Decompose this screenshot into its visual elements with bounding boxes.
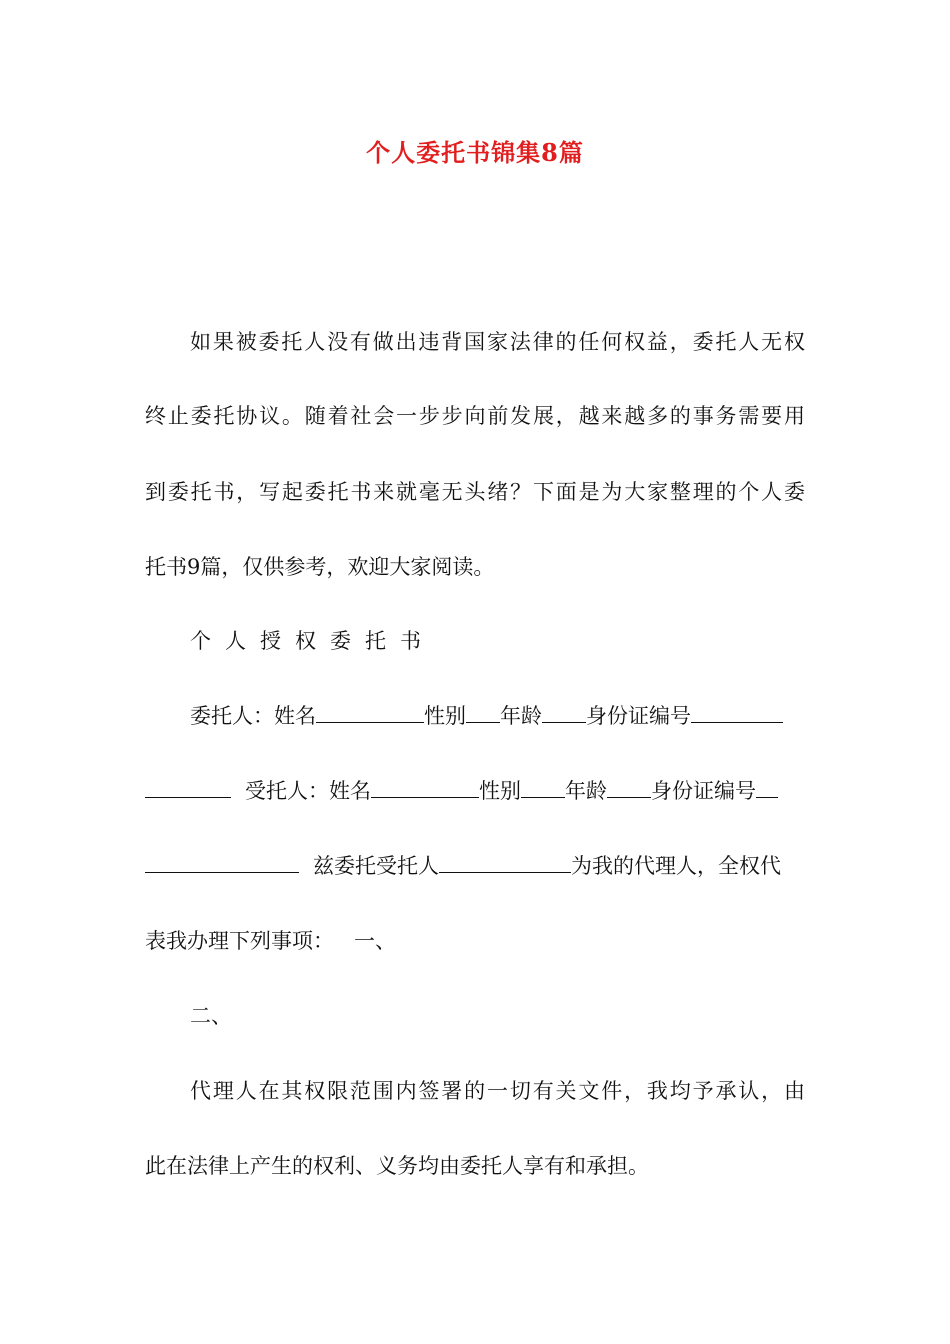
principal-form-line [190, 702, 805, 730]
item-one: 一、 [354, 929, 396, 953]
intro-line-2: 终止委托协议。随着社会一步步向前发展，越来越多的事务需要用 [145, 404, 805, 428]
agent-id-blank-continued [145, 852, 299, 873]
agent-gender-label: 性别 [479, 779, 521, 803]
section-heading: 个人授权委托书 [190, 629, 435, 653]
agent-form-line [145, 777, 805, 805]
agent-age-blank [607, 777, 651, 798]
intro-line-3: 到委托书，写起委托书来就毫无头绪？下面是为大家整理的个人委 [145, 480, 805, 504]
intro-line-1: 如果被委托人没有做出违背国家法律的任何权益，委托人无权 [190, 330, 805, 354]
matters-line [145, 927, 805, 955]
closing-line-2: 此在法律上产生的权利、义务均由委托人享有和承担。 [145, 1154, 649, 1178]
principal-age-label: 年龄 [500, 704, 542, 728]
agent-id-label: 身份证编号 [651, 779, 756, 803]
matters-text: 表我办理下列事项： [145, 929, 334, 953]
agent-name-label: 受托人：姓名 [245, 779, 371, 803]
entrust-line [145, 852, 805, 880]
agent-id-blank [756, 777, 778, 798]
intro-line-4: 托书9篇，仅供参考，欢迎大家阅读。 [145, 555, 495, 579]
entrust-text: 兹委托受托人 [313, 854, 439, 878]
principal-gender-label: 性别 [424, 704, 466, 728]
agent-designation-blank [439, 852, 571, 873]
agent-name-blank [371, 777, 479, 798]
as-agent-text: 为我的代理人，全权代 [571, 854, 781, 878]
principal-id-blank-continued [145, 777, 231, 798]
agent-gender-blank [521, 777, 565, 798]
item-two: 二、 [190, 1004, 232, 1028]
closing-line-1: 代理人在其权限范围内签署的一切有关文件，我均予承认，由 [190, 1079, 805, 1103]
principal-name-blank [316, 702, 424, 723]
principal-id-blank [691, 702, 783, 723]
document-title: 个人委托书锦集8篇 [366, 138, 584, 167]
principal-gender-blank [466, 702, 500, 723]
principal-age-blank [542, 702, 586, 723]
principal-id-label: 身份证编号 [586, 704, 691, 728]
agent-age-label: 年龄 [565, 779, 607, 803]
principal-name-label: 委托人：姓名 [190, 704, 316, 728]
